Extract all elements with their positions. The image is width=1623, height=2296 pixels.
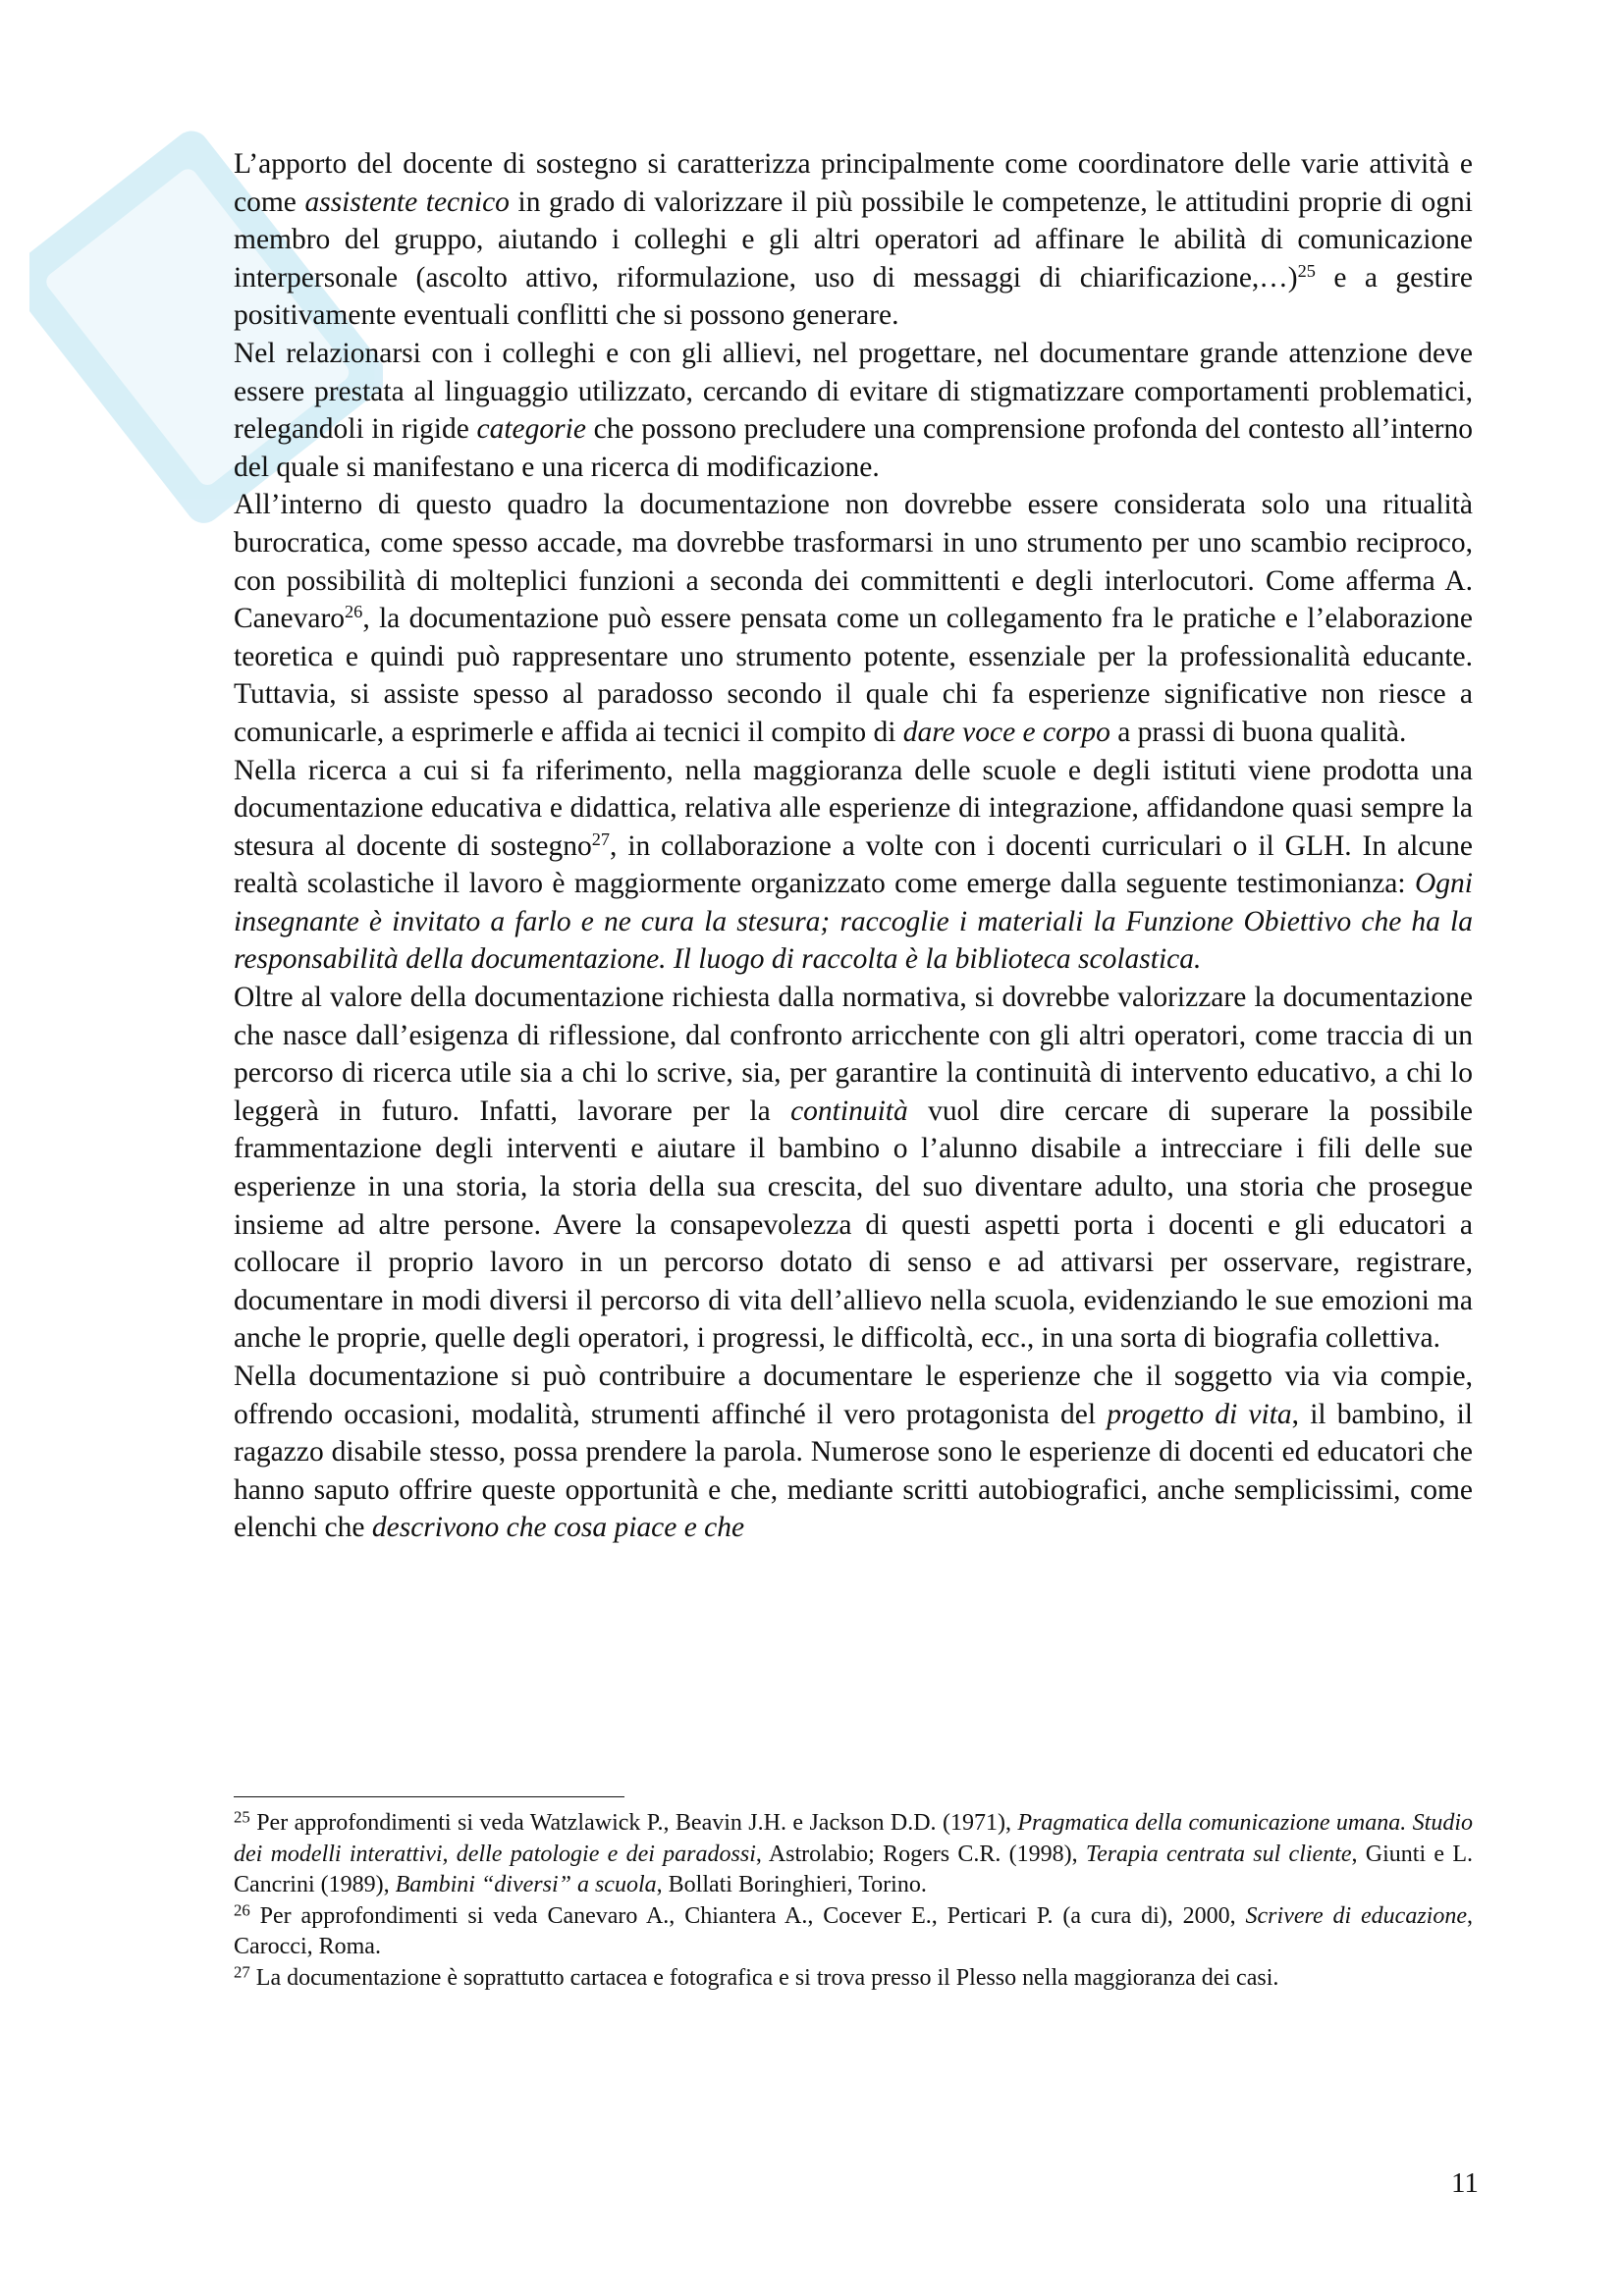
body-text [234,145,1473,1547]
text-run: L’apporto del docente di sostegno si caratterizza principalmente come coordinatore delle varie attività e come [234,148,1473,218]
footnote [234,1901,1473,1963]
page-number: 11 [1451,2167,1479,2199]
italic-text: progetto di vita [1107,1398,1292,1430]
text-run: Nel relazionarsi con i colleghi e con gli allievi, nel progettare, nel documentare grande attenzione deve essere prestata al linguaggio utilizzato, cercando di evitare di stigmatizzare comportamenti problematici, relegandoli in rigide [234,337,1473,446]
text-run: e a gestire positivamente eventuali conflitti che si possono generare. [234,261,1473,332]
text-run: che possono precludere una comprensione profonda del contesto all’interno del quale si manifestano e una ricerca di modificazione. [234,413,1473,483]
text-run: Oltre al valore della documentazione richiesta dalla normativa, si dovrebbe valorizzare la documentazione che nasce dall’esigenza di riflessione, dal confronto arricchente con gli altri operatori, come traccia di un percorso di ricerca utile sia a chi lo scrive, sia, per garantire la continuità di intervento educativo, a chi lo leggerà in futuro. Infatti, lavorare per la [234,982,1473,1127]
text-run: a prassi di buona qualità. [1109,716,1407,748]
footnote-marker: 27 [591,828,611,849]
text-run: , in collaborazione a volte con i docenti curriculari o il GLH. In alcune realtà scolastiche il lavoro è maggiormente organizzato come emerge dalla seguente testimonianza: [234,829,1473,900]
italic-text: Terapia centrata sul cliente [1085,1841,1352,1867]
footnotes [234,1808,1473,1994]
paragraph [234,1358,1473,1547]
footnote-marker: 26 [234,1899,250,1919]
footnote-marker: 26 [345,602,363,622]
paragraph [234,486,1473,751]
text-run: Nella ricerca a cui si fa riferimento, nella maggioranza delle scuole e degli istituti viene prodotta una documentazione educativa e didattica, relativa alle esperienze di integrazione, affidandone quasi sempre la stesura al docente di sostegno [234,754,1473,862]
text-run: Per approfondimenti si veda Watzlawick P., Beavin J.H. e Jackson D.D. (1971), [249,1810,1018,1836]
paragraph [234,979,1473,1358]
paragraph [234,335,1473,486]
footnote-marker: 25 [1297,260,1316,281]
text-run: , Astrolabio; Rogers C.R. (1998), [755,1841,1086,1867]
footnote [234,1963,1473,1995]
footnote [234,1808,1473,1901]
footnote-separator [234,1796,624,1797]
text-run: , la documentazione può essere pensata come un collegamento fra le pratiche e l’elaborazione teoretica e quindi può rappresentare uno strumento potente, essenziale per la professionalità educante. Tuttavia, si assiste spesso al paradosso secondo il quale chi fa esperienze significative non riesce a comunicarle, a esprimerle e affida ai tecnici il compito di [234,603,1473,748]
italic-text: descrivono che cosa piace e che [371,1512,745,1544]
footnote-marker: 25 [234,1807,250,1827]
italic-text: Pragmatica della comunicazione umana. Studio dei modelli interattivi, delle patologie e dei paradossi [234,1810,1473,1867]
text-run: , il bambino, il ragazzo disabile stesso, possa prendere la parola. Numerose sono le esperienze di docenti ed educatori che hanno saputo offrire queste opportunità e che, mediante scritti autobiografici, anche semplicissimi, come elenchi che [234,1398,1473,1544]
text-run: Nella documentazione si può contribuire a documentare le esperienze che il soggetto via via compie, offrendo occasioni, modalità, strumenti affinché il vero protagonista del [234,1361,1473,1430]
italic-text: Bambini “diversi” a scuola [395,1872,657,1897]
italic-text: Ogni insegnante è invitato a farlo e ne cura la stesura; raccoglie i materiali la Funzione Obiettivo che ha la responsabilità della documentazione. Il luogo di raccolta è la biblioteca scolastica. [234,868,1473,976]
text-run: , Carocci, Roma. [234,1902,1473,1959]
text-run: in grado di valorizzare il più possibile le competenze, le attitudini proprie di ogni membro del gruppo, aiutando i colleghi e gli altri operatori ad affinare le abilità di comunicazione interpersonale (ascolto attivo, riformulazione, uso di messaggi di chiarificazione,…) [234,186,1473,294]
italic-text: continuità [790,1095,908,1127]
paragraph [234,752,1473,980]
italic-text: assistente tecnico [304,186,510,218]
italic-text: dare voce e corpo [902,716,1110,748]
italic-text: Scrivere di educazione [1245,1902,1467,1929]
text-run: vuol dire cercare di superare la possibile frammentazione degli interventi e aiutare il bambino o l’alunno disabile a intrecciare i fili delle sue esperienze in una storia, la storia della sua crescita, del suo diventare adulto, una storia che prosegue insieme ad altre persone. Avere la consapevolezza di questi aspetti porta i docenti e gli educatori a collocare il proprio lavoro in un percorso dotato di senso e ad attivarsi per osservare, registrare, documentare in modi diversi il percorso di vita dell’allievo nella scuola, evidenziando le sue emozioni ma anche le proprie, quelle degli operatori, i progressi, le difficoltà, ecc., in una sorta di biografia collettiva. [234,1095,1473,1355]
text-run: All’interno di questo quadro la documentazione non dovrebbe essere considerata solo una ritualità burocratica, come spesso accade, ma dovrebbe trasformarsi in uno strumento per uno scambio reciproco, con possibilità di molteplici funzioni a seconda dei committenti e degli interlocutori. Come afferma A. Canevaro [234,489,1473,635]
text-run: Per approfondimenti si veda Canevaro A., Chiantera A., Cocever E., Perticari P. (a cura di), 2000, [249,1902,1246,1929]
footnote-marker: 27 [234,1961,250,1981]
text-run: , Bollati Boringhieri, Torino. [656,1872,927,1897]
text-run: , Giunti e L. Cancrini (1989), [234,1841,1473,1897]
text-run: La documentazione è soprattutto cartacea e fotografica e si trova presso il Plesso nella maggioranza dei casi. [249,1964,1279,1991]
italic-text: categorie [476,413,586,446]
paragraph [234,145,1473,335]
